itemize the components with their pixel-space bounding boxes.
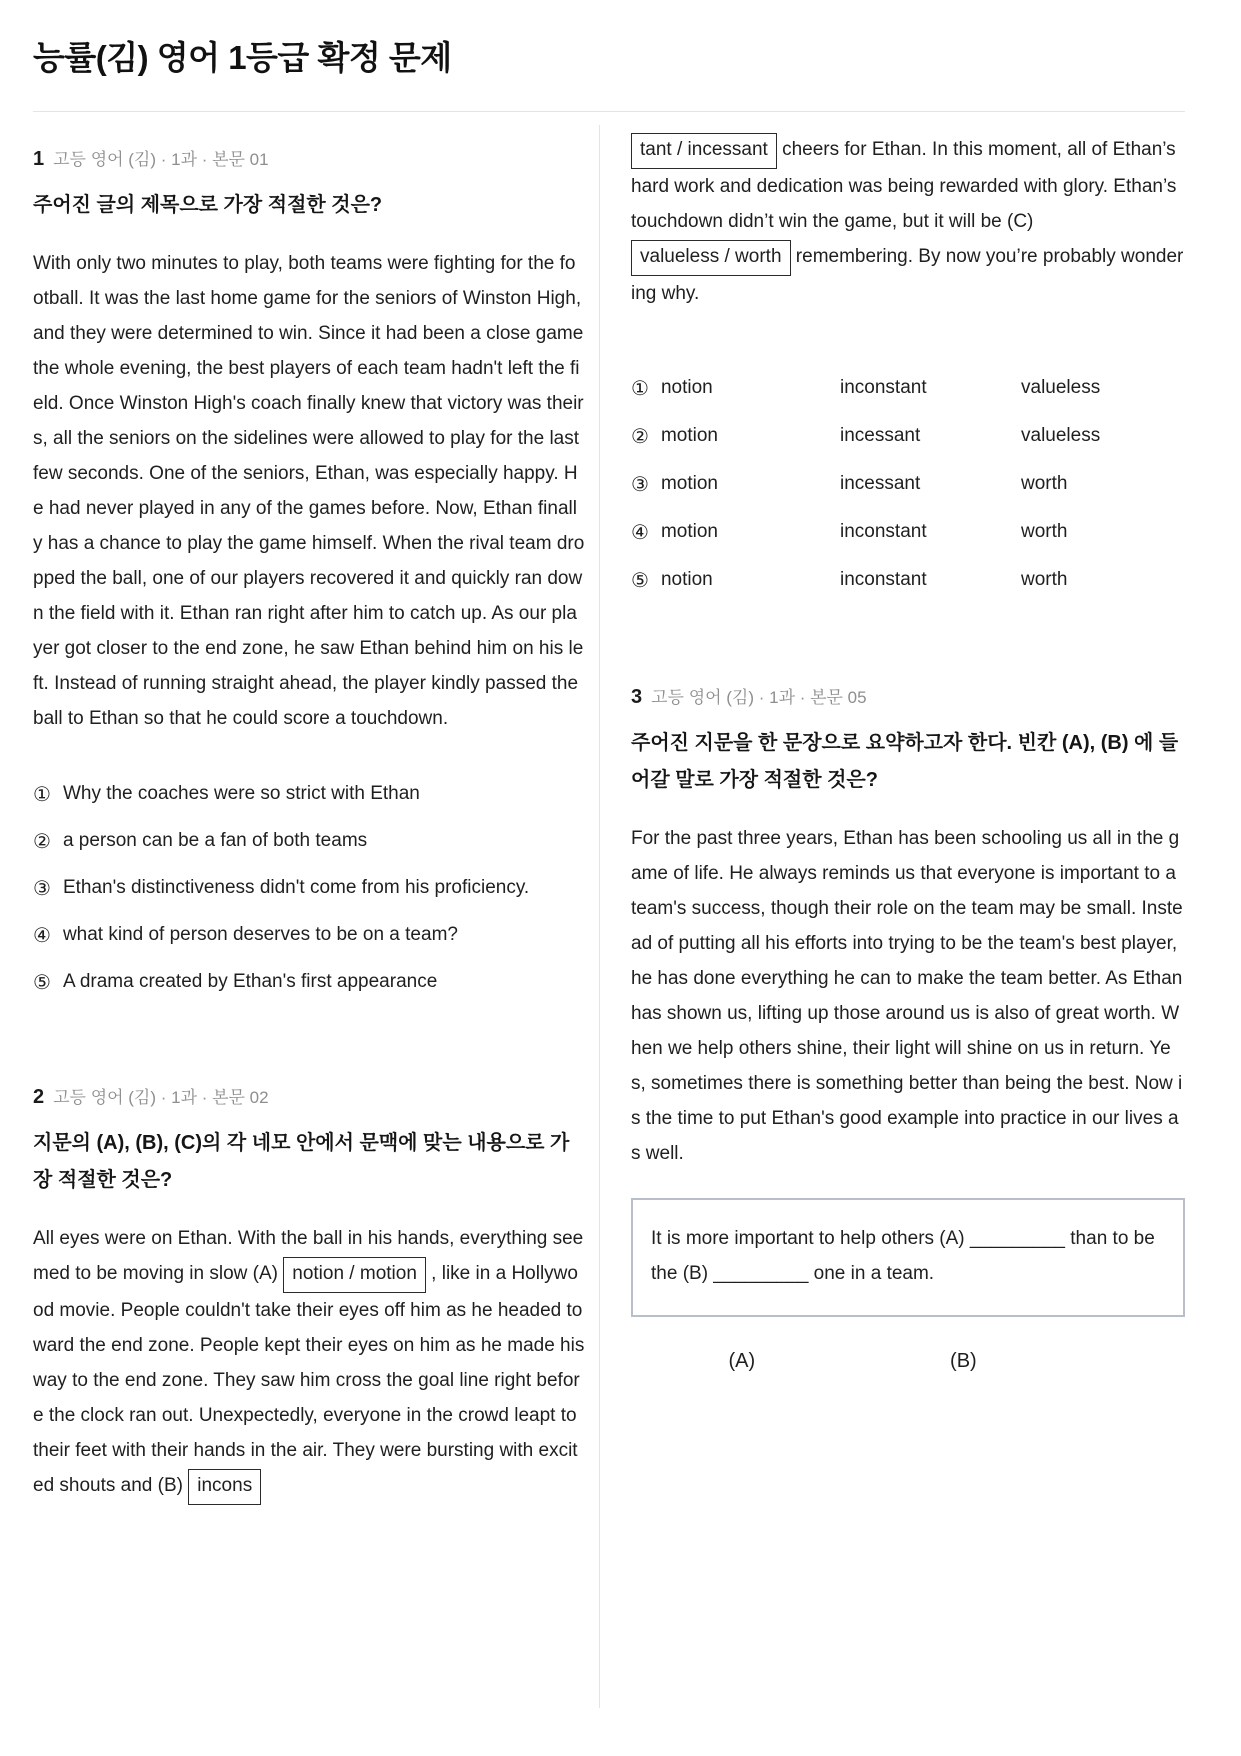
answer-row-3	[631, 470, 1185, 498]
choice-c: valueless	[1021, 377, 1101, 398]
choice-a: motion	[660, 473, 718, 494]
answer-row-2	[631, 422, 1185, 450]
passage-text: , like in a Hollywood movie. People couldn't take their eyes off him as he headed toward the end zone. People kept their eyes on him as he made his way to the end zone. They saw him cross the goal line right before the clock ran out. Unexpectedly, everyone in the crowd leapt to their feet with their hands in the air. They were bursting with excited shouts and (B)	[33, 1263, 585, 1496]
option-1	[33, 780, 585, 808]
choice-b: incessant	[840, 473, 921, 494]
answer-row-4-marker: ④	[631, 520, 649, 544]
question-2-passage-right	[631, 132, 1185, 311]
passage-text: All eyes were on Ethan. With the ball in his hands, everything seemed to be moving in slow (A)	[33, 1228, 584, 1284]
left-column	[33, 125, 585, 1708]
answer-row-1-marker: ①	[631, 376, 649, 400]
choice-c: worth	[1021, 473, 1068, 494]
question-number: 1	[33, 148, 45, 170]
summary-sentence: It is more important to help others (A) _________ than to be the (B) _________ one in a team.	[651, 1228, 1155, 1284]
question-prompt: 주어진 글의 제목으로 가장 적절한 것은?	[33, 194, 383, 216]
question-meta: 고등 영어 (김) · 1과 · 본문 01	[53, 150, 269, 169]
option-3-text: Ethan's distinctiveness didn't come from his proficiency.	[62, 877, 530, 898]
question-1	[33, 146, 585, 996]
choice-b: incessant	[840, 425, 921, 446]
boxed-choice-B-part2: tant / incessant	[631, 133, 777, 169]
option-4	[33, 921, 585, 949]
question-3-header	[631, 684, 1185, 711]
question-3-passage: For the past three years, Ethan has been schooling us all in the game of life. He always reminds us that everyone is important to a team's success, though their role on the team may be small. Instead of putting all his efforts into trying to be the team's best player, he has done everything he can to make the team better. As Ethan has shown us, lifting up those around us is also of great worth. When we help others shine, their light will shine on us in return. Yes, sometimes there is something better than being the best. Now is the time to put Ethan's good example into practice in our lives as well.	[631, 828, 1183, 1164]
question-1-header	[33, 146, 585, 173]
question-meta: 고등 영어 (김) · 1과 · 본문 05	[651, 688, 867, 707]
column-divider	[599, 125, 600, 1708]
choice-b: inconstant	[840, 569, 927, 590]
question-prompt: 주어진 지문을 한 문장으로 요약하고자 한다. 빈칸 (A), (B) 에 들어갈 말로 가장 적절한 것은?	[631, 732, 1179, 791]
blank-label-B: (B)	[950, 1350, 977, 1372]
question-1-options	[33, 780, 585, 996]
right-column	[614, 125, 1185, 1708]
answer-row-5	[631, 566, 1185, 594]
choice-b: inconstant	[840, 377, 927, 398]
option-4-text: what kind of person deserves to be on a team?	[62, 924, 458, 945]
question-3	[631, 684, 1185, 1373]
choice-c: worth	[1021, 569, 1068, 590]
question-2-header	[33, 1084, 585, 1111]
option-2-marker: ②	[33, 829, 51, 853]
choice-b: inconstant	[840, 521, 927, 542]
option-1-marker: ①	[33, 782, 51, 806]
blank-labels-row	[631, 1350, 1185, 1373]
option-5-marker: ⑤	[33, 970, 51, 994]
question-2	[33, 1084, 585, 1505]
boxed-choice-A: notion / motion	[283, 1257, 426, 1293]
page-title: 능률(김) 영어 1등급 확정 문제	[33, 39, 452, 76]
answer-row-5-marker: ⑤	[631, 568, 649, 592]
question-prompt: 지문의 (A), (B), (C)의 각 네모 안에서 문맥에 맞는 내용으로 가장 적절한 것은?	[33, 1132, 570, 1191]
option-2-text: a person can be a fan of both teams	[62, 830, 368, 851]
choice-a: motion	[660, 521, 718, 542]
question-2-answer-table	[631, 374, 1185, 594]
choice-a: motion	[660, 425, 718, 446]
passage-text: remembering. By now you’re probably wondering why.	[631, 246, 1184, 304]
answer-row-4	[631, 518, 1185, 546]
question-meta: 고등 영어 (김) · 1과 · 본문 02	[53, 1088, 269, 1107]
content-columns	[33, 125, 1185, 1708]
boxed-choice-B-part1: incons	[188, 1469, 261, 1505]
question-1-passage: With only two minutes to play, both teams were fighting for the football. It was the last home game for the seniors of Winston High, and they were determined to win. Since it had been a close game the whole evening, the best players of each team hadn't left the field. Once Winston High's coach finally knew that victory was theirs, all the seniors on the sidelines were allowed to play for the last few seconds. One of the seniors, Ethan, was especially happy. He had never played in any of the games before. Now, Ethan finally has a chance to play the game himself. When the rival team dropped the ball, one of our players recovered it and quickly ran down the field with it. Ethan ran right after him to catch up. As our player got closer to the end zone, he saw Ethan behind him on his left. Instead of running straight ahead, the player kindly passed the ball to Ethan so that he could score a touchdown.	[33, 253, 585, 729]
title-divider	[33, 111, 1185, 112]
option-1-text: Why the coaches were so strict with Ethan	[62, 783, 420, 804]
option-5-text: A drama created by Ethan's first appearance	[62, 971, 438, 992]
question-number: 2	[33, 1086, 45, 1108]
choice-a: notion	[660, 569, 713, 590]
answer-row-3-marker: ③	[631, 472, 649, 496]
option-5	[33, 968, 585, 996]
question-number: 3	[631, 686, 643, 708]
boxed-choice-C: valueless / worth	[631, 240, 791, 276]
option-3-marker: ③	[33, 876, 51, 900]
summary-box	[631, 1198, 1185, 1317]
option-3	[33, 874, 585, 902]
answer-row-2-marker: ②	[631, 424, 649, 448]
blank-label-A: (A)	[728, 1350, 756, 1372]
option-4-marker: ④	[33, 923, 51, 947]
choice-c: valueless	[1021, 425, 1101, 446]
question-2-passage-left	[33, 1221, 585, 1505]
passage-text: cheers for Ethan. In this moment, all of Ethan’s hard work and dedication was being rewarded with glory. Ethan’s touchdown didn’t win the game, but it will be (C)	[631, 139, 1177, 232]
option-2	[33, 827, 585, 855]
choice-c: worth	[1021, 521, 1068, 542]
answer-row-1	[631, 374, 1185, 402]
choice-a: notion	[660, 377, 713, 398]
